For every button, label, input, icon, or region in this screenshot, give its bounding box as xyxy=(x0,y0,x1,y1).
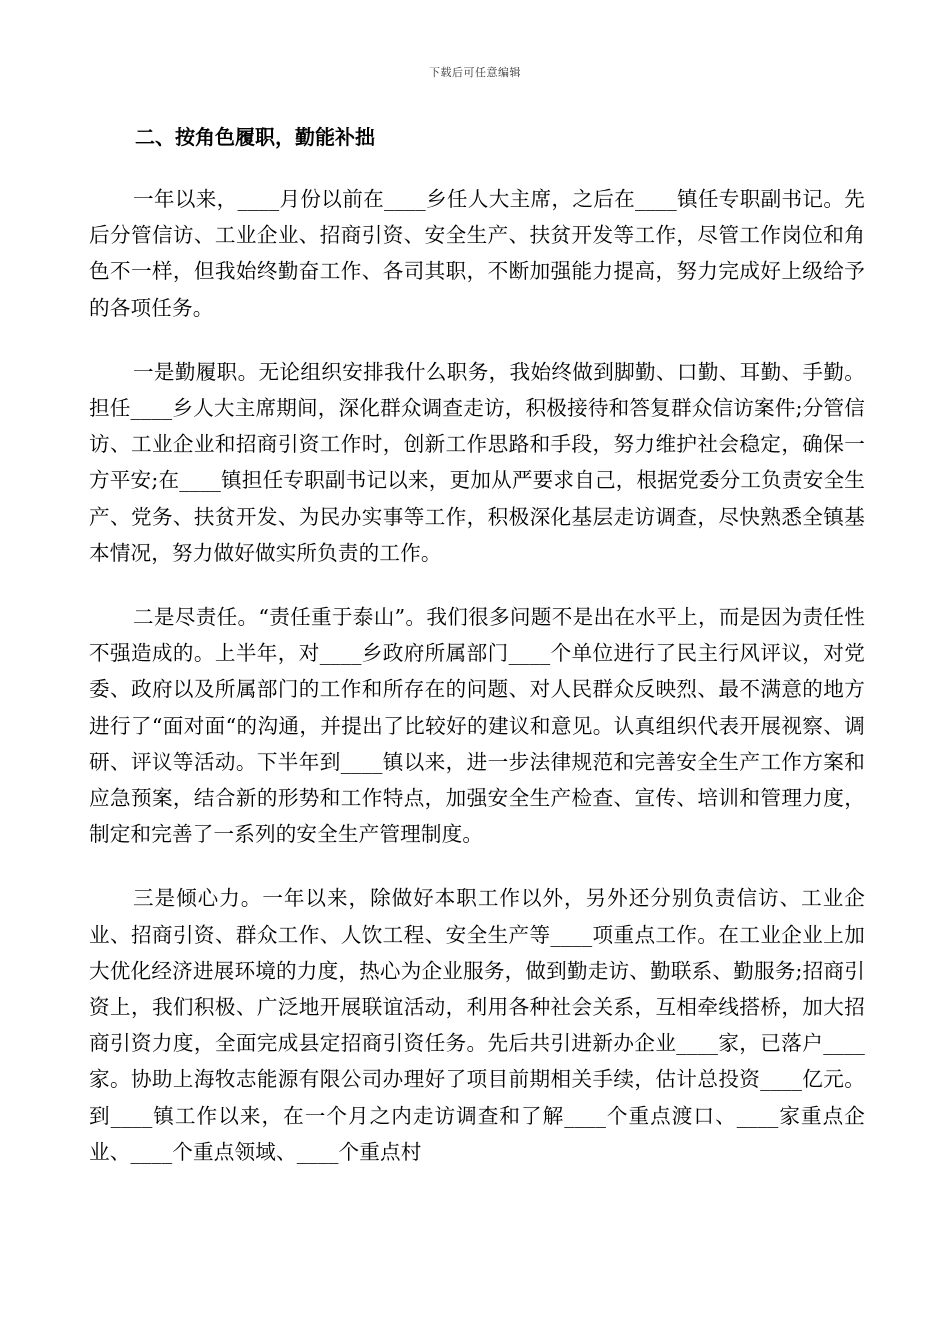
section-heading: 二、按角色履职，勤能补拙 xyxy=(135,125,375,149)
paragraph-responsibility: 二是尽责任。“责任重于泰山”。我们很多问题不是出在水平上，而是因为责任性不强造成的。上半年，对____乡政府所属部门____个单位进行了民主行风评议，对党委、政府以及所属部门的工作和所存在的问题、对人民群众反映烈、最不满意的地方进行了“面对面“的沟通，并提出了比较好的建议和意见。认真组织代表开展视察、调研、评议等活动。下半年到____镇以来，进一步法律规范和完善安全生产工作方案和应急预案，结合新的形势和工作特点，加强安全生产检查、宣传、培训和管理力度，制定和完善了一系列的安全生产管理制度。 xyxy=(89,605,865,847)
paragraph-intro: 一年以来，____月份以前在____乡任人大主席，之后在____镇任专职副书记。先后分管信访、工业企业、招商引资、安全生产、扶贫开发等工作，尽管工作岗位和角色不一样，但我始终勤奋工作、各司其职，不断加强能力提高，努力完成好上级给予的各项任务。 xyxy=(89,187,865,320)
paragraph-diligent-duty: 一是勤履职。无论组织安排我什么职务，我始终做到脚勤、口勤、耳勤、手勤。担任____乡人大主席期间，深化群众调查走访，积极接待和答复群众信访案件;分管信访、工业企业和招商引资工作时，创新工作思路和手段，努力维护社会稳定，确保一方平安;在____镇担任专职副书记以来，更加从严要求自己，根据党委分工负责安全生产、党务、扶贫开发、为民办实事等工作，积极深化基层走访调查，尽快熟悉全镇基本情况，努力做好做实所负责的工作。 xyxy=(89,359,865,565)
header-note: 下载后可任意编辑 xyxy=(429,66,521,79)
document-body xyxy=(89,120,865,1170)
paragraph-devotion: 三是倾心力。一年以来，除做好本职工作以外，另外还分别负责信访、工业企业、招商引资、群众工作、人饮工程、安全生产等____项重点工作。在工业企业上加大优化经济进展环境的力度，热心为企业服务，做到勤走访、勤联系、勤服务;招商引资上，我们积极、广泛地开展联谊活动，利用各种社会关系，互相牵线搭桥，加大招商引资力度，全面完成县定招商引资任务。先后共引进新办企业____家，已落户____家。协助上海牧志能源有限公司办理好了项目前期相关手续，估计总投资____亿元。到____镇工作以来，在一个月之内走访调查和了解____个重点渡口、____家重点企业、____个重点领域、____个重点村 xyxy=(89,886,865,1164)
